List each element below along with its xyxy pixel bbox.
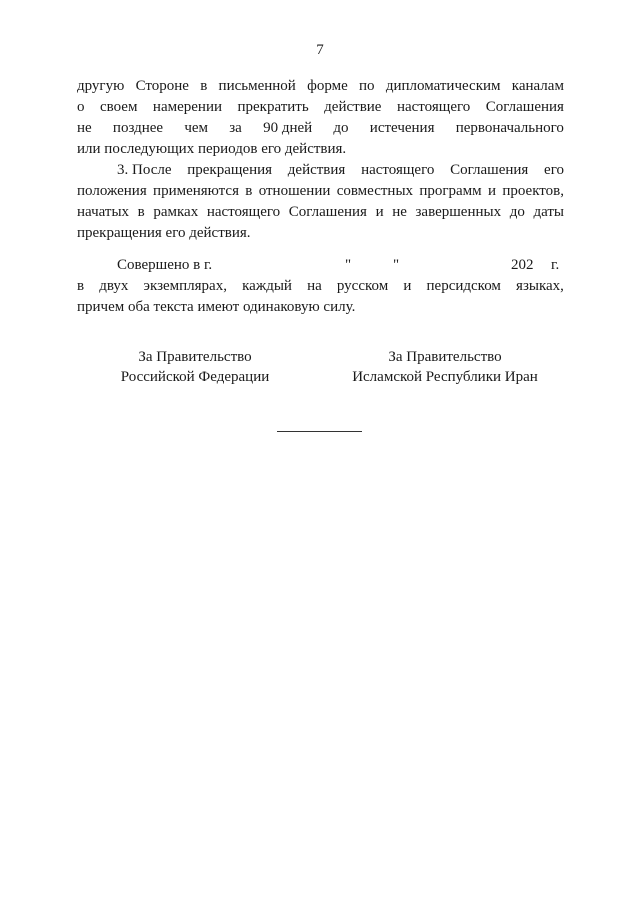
word: его: [544, 162, 564, 178]
word: позднее: [112, 120, 164, 136]
word: до: [333, 120, 349, 136]
word: по: [359, 78, 375, 94]
word: в: [77, 278, 85, 294]
signature-block-iran: [345, 347, 545, 387]
word: прекращения: [187, 162, 273, 178]
word: и: [403, 278, 412, 294]
continuation-last-line: или последующих периодов его действия.: [77, 141, 347, 157]
word: языках,: [516, 278, 564, 294]
word: рамках: [153, 204, 199, 220]
word: каждый: [242, 278, 292, 294]
signature-line-1: За Правительство: [138, 349, 252, 365]
word: в: [200, 78, 208, 94]
word: письменной: [218, 78, 296, 94]
signature-line-2: Исламской Республики Иран: [352, 369, 538, 385]
quote-close: ": [393, 257, 400, 273]
word: в: [245, 183, 253, 199]
word: действия: [287, 162, 346, 178]
word: Соглашения: [450, 162, 529, 178]
year-suffix: г.: [551, 257, 560, 273]
closing-rule: [277, 431, 362, 432]
word: действие: [324, 99, 382, 115]
word: двух: [99, 278, 129, 294]
word: отношении: [258, 183, 331, 199]
word: Стороне: [135, 78, 189, 94]
done-at-prefix: Совершено в г.: [117, 257, 213, 273]
word: за: [229, 120, 242, 136]
paragraph-3-line-1: [117, 160, 564, 180]
done-at-line-3: причем оба текста имеют одинаковую силу.: [77, 299, 356, 315]
quote-open: ": [345, 257, 352, 273]
word: на: [307, 278, 322, 294]
word: истечения: [369, 120, 435, 136]
word: намерении: [152, 99, 222, 115]
continuation-line-2: [77, 97, 564, 117]
word: завершенных: [415, 204, 502, 220]
word: дипломатическим: [385, 78, 501, 94]
word: Соглашения: [485, 99, 564, 115]
word: положения: [77, 183, 147, 199]
word: о: [77, 99, 85, 115]
word: в: [137, 204, 145, 220]
word: персидском: [426, 278, 501, 294]
page-number: 7: [316, 42, 324, 58]
word: проектов,: [502, 183, 564, 199]
paragraph-3-line-3: [77, 202, 564, 222]
paragraph-3-line-2: [77, 181, 564, 201]
word: другую: [77, 78, 125, 94]
word: начатых: [77, 204, 130, 220]
word: и: [487, 183, 497, 199]
word: не: [392, 204, 407, 220]
word: применяются: [153, 183, 239, 199]
continuation-line-1: [77, 76, 564, 96]
word: и: [375, 204, 384, 220]
word: каналам: [511, 78, 564, 94]
word: первоначального: [455, 120, 564, 136]
paragraph-3-last-line: прекращения его действия.: [77, 225, 251, 241]
signature-line-2: Российской Федерации: [120, 369, 270, 385]
word: 3. После: [117, 162, 172, 178]
word: совместных: [336, 183, 414, 199]
word: форме: [307, 78, 348, 94]
word: настоящего: [206, 204, 281, 220]
word: своем: [99, 99, 138, 115]
word: настоящего: [396, 99, 471, 115]
year: 202: [511, 257, 534, 273]
word: Соглашения: [288, 204, 367, 220]
word: чем: [184, 120, 209, 136]
word: до: [509, 204, 525, 220]
continuation-line-3: [77, 118, 564, 138]
word: 90 дней: [263, 120, 313, 136]
word: не: [77, 120, 92, 136]
done-at-line-2: [77, 276, 564, 296]
word: настоящего: [361, 162, 435, 178]
word: программ: [419, 183, 482, 199]
signature-line-1: За Правительство: [388, 349, 502, 365]
word: экземплярах,: [143, 278, 227, 294]
signature-block-russia: [110, 347, 280, 387]
word: прекратить: [237, 99, 309, 115]
word: русском: [336, 278, 389, 294]
word: даты: [533, 204, 564, 220]
